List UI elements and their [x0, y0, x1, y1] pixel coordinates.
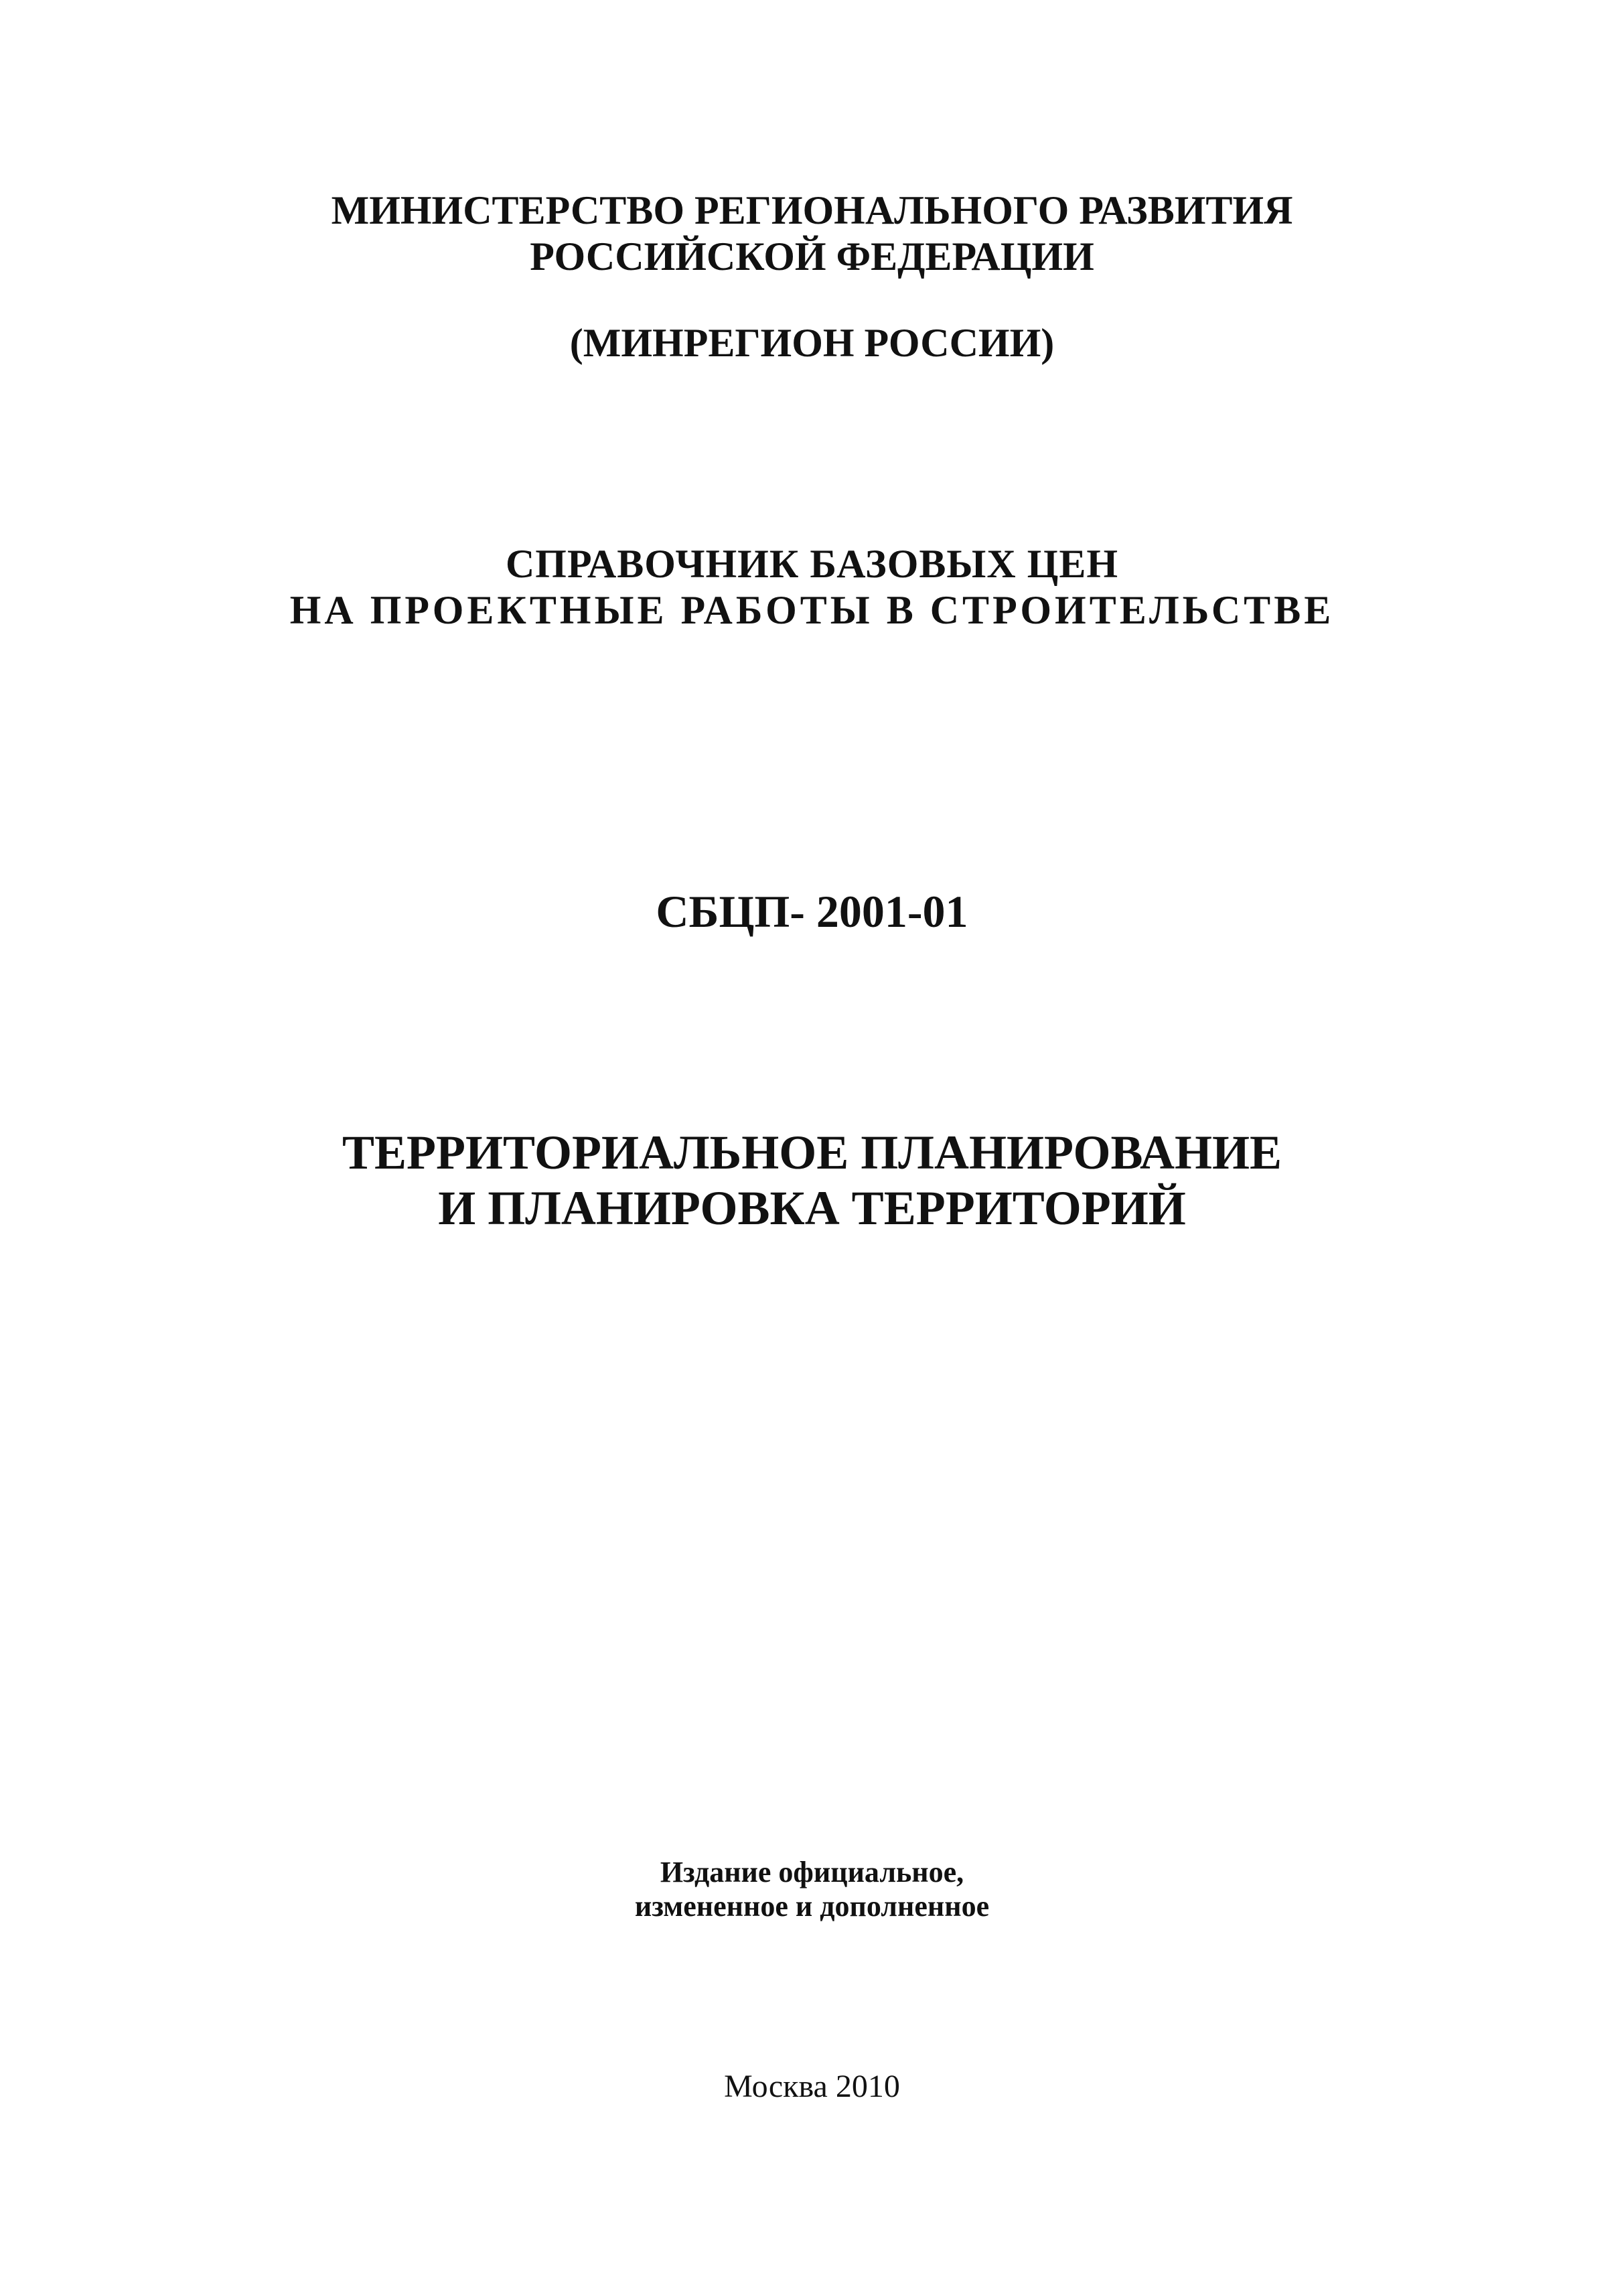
imprint	[0, 2068, 1624, 2105]
ministry-abbreviation	[0, 320, 1624, 366]
ministry-heading	[0, 188, 1624, 280]
document-title	[0, 1125, 1624, 1236]
city-year: Москва 2010	[724, 2069, 900, 2104]
ministry-line-1: МИНИСТЕРСТВО РЕГИОНАЛЬНОГО РАЗВИТИЯ	[331, 188, 1293, 232]
document-code	[0, 885, 1624, 938]
document-type-line-2: НА ПРОЕКТНЫЕ РАБОТЫ В СТРОИТЕЛЬСТВЕ	[289, 588, 1335, 632]
document-code-text: СБЦП- 2001-01	[656, 886, 968, 937]
document-title-line-2: И ПЛАНИРОВКА ТЕРРИТОРИЙ	[438, 1181, 1186, 1235]
edition-line-2: измененное и дополненное	[634, 1889, 990, 1923]
edition-note	[0, 1856, 1624, 1923]
document-type-heading	[0, 541, 1624, 634]
document-type-line-1: СПРАВОЧНИК БАЗОВЫХ ЦЕН	[505, 542, 1119, 586]
edition-line-1: Издание официальное,	[660, 1856, 964, 1889]
ministry-abbr-text: (МИНРЕГИОН РОССИИ)	[569, 321, 1055, 365]
document-title-line-1: ТЕРРИТОРИАЛЬНОЕ ПЛАНИРОВАНИЕ	[342, 1126, 1282, 1179]
ministry-line-2: РОССИЙСКОЙ ФЕДЕРАЦИИ	[530, 234, 1094, 279]
